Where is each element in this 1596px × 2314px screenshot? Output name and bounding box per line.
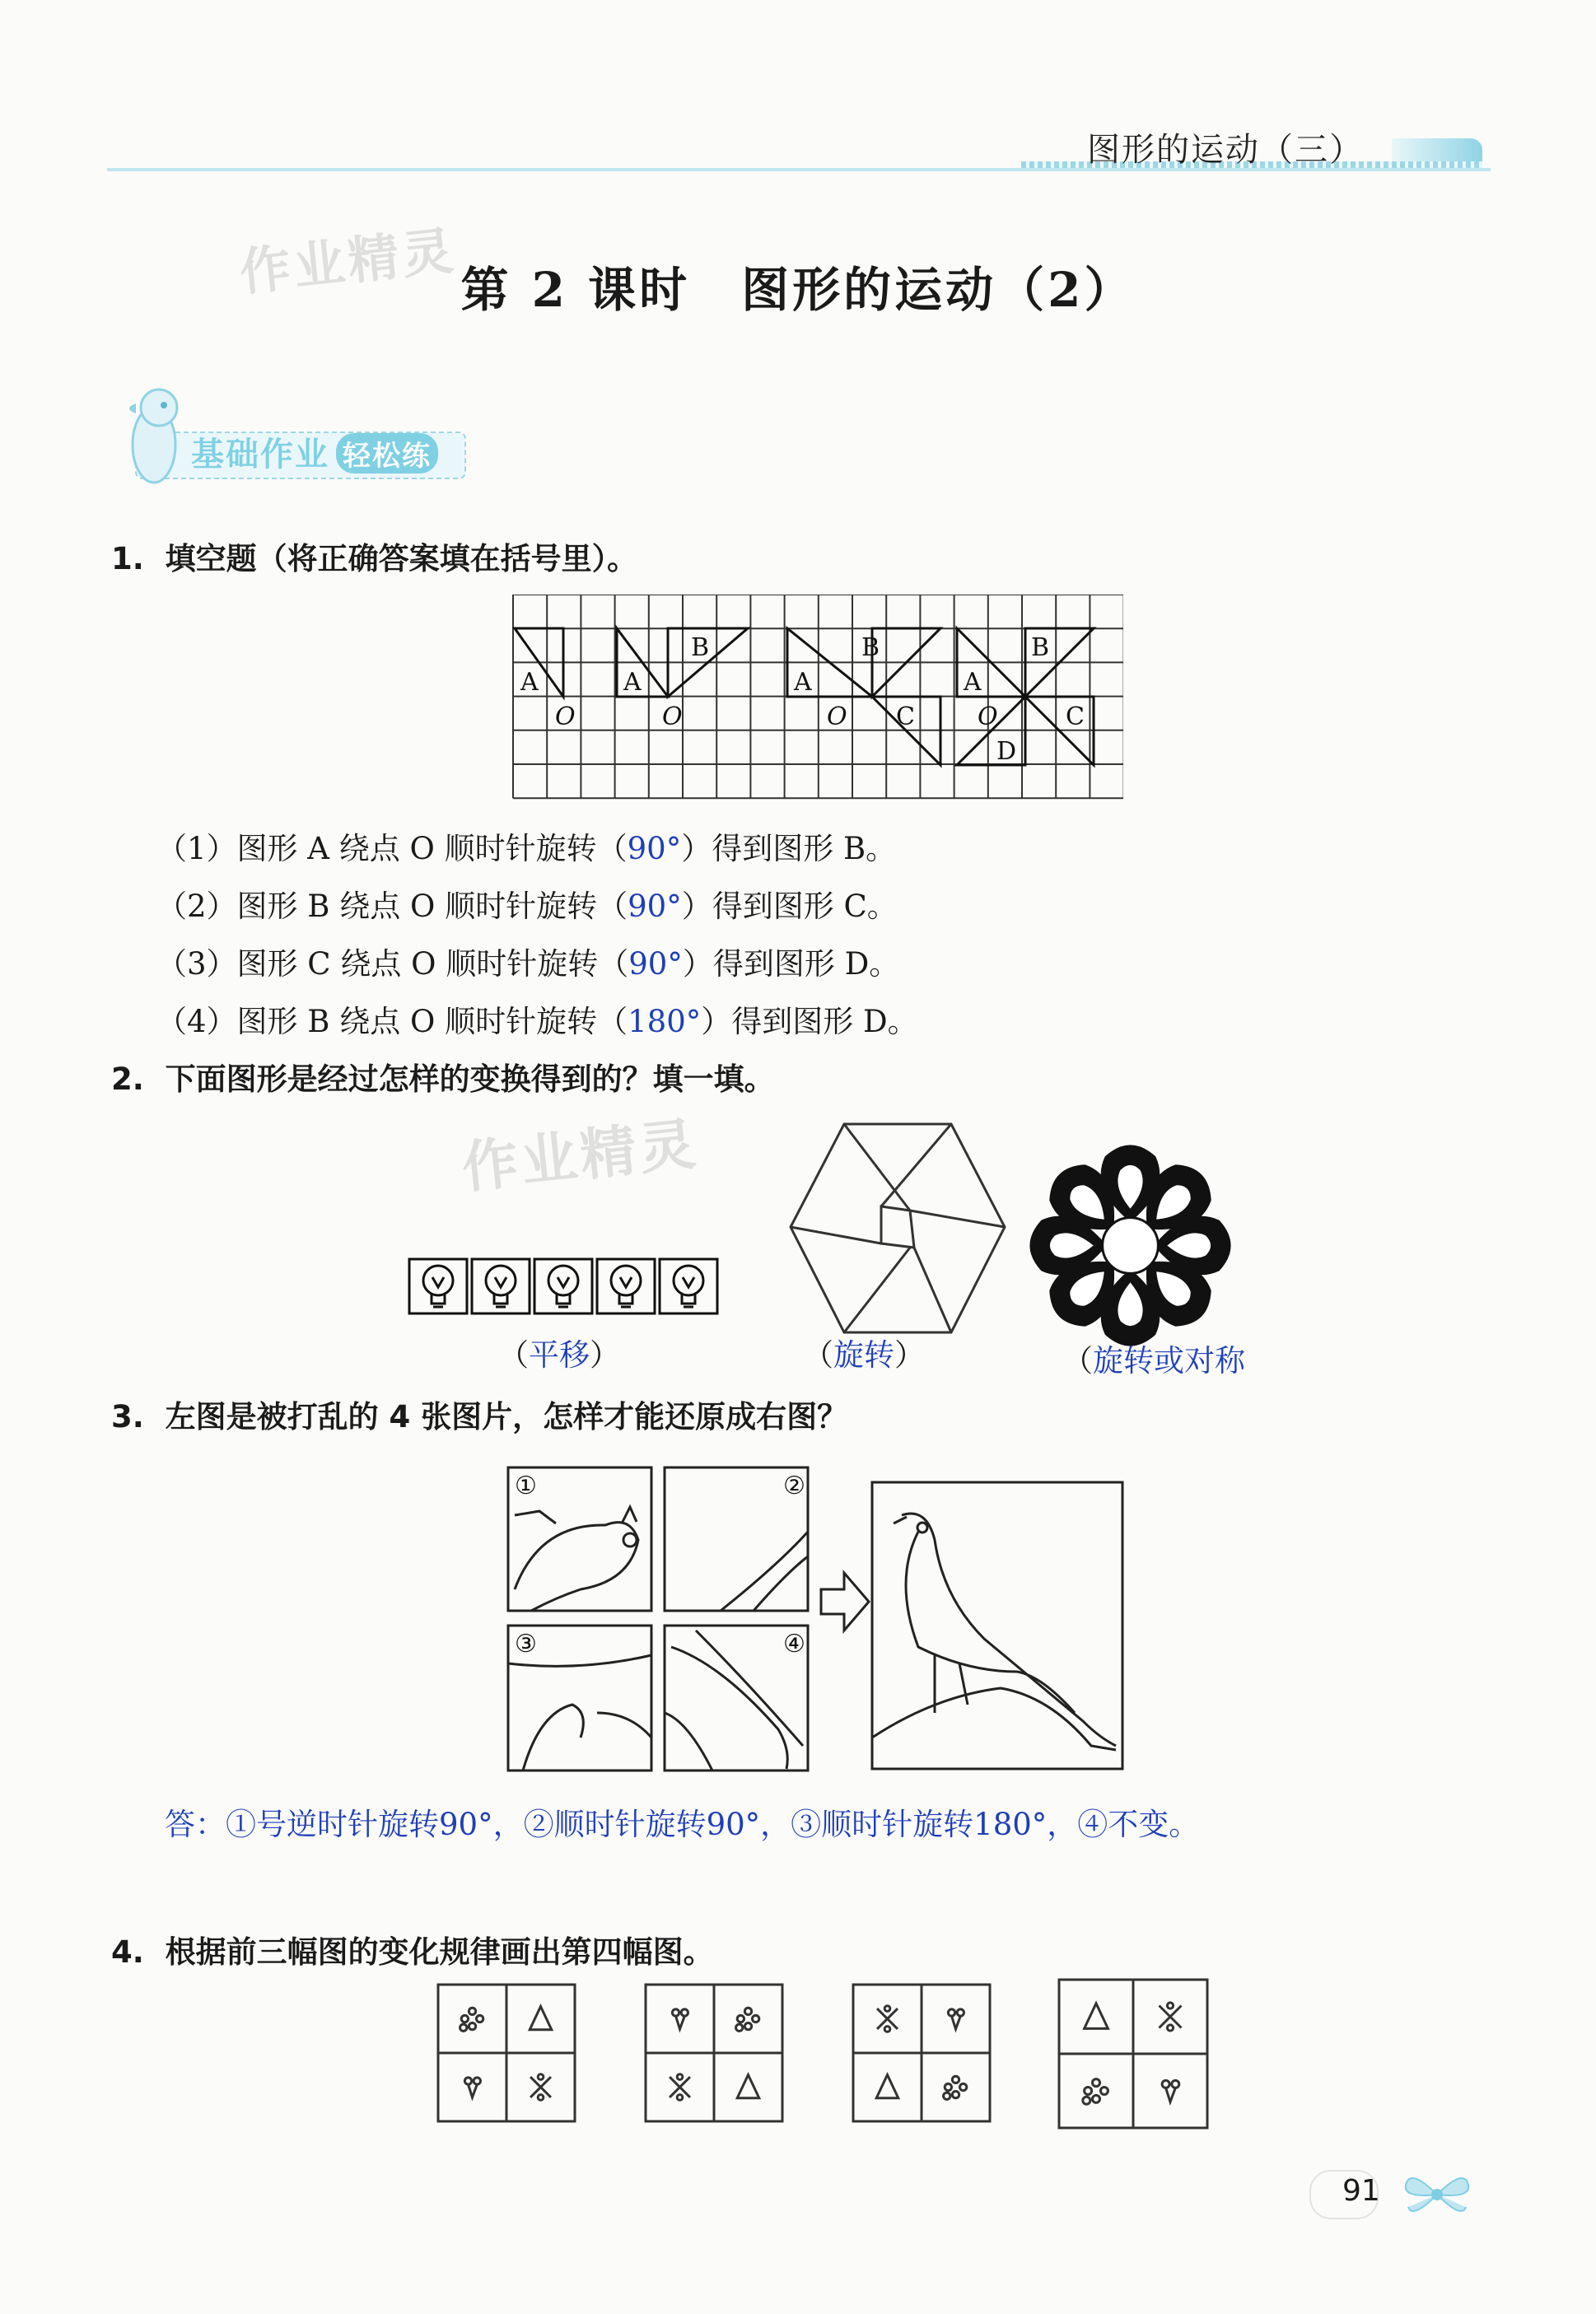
grid-label-a: A <box>520 668 539 697</box>
grid-label-o: O <box>827 702 847 731</box>
grid-label-a: A <box>964 668 982 697</box>
grid-label-o: O <box>555 702 576 731</box>
grid-label-d: D <box>996 737 1017 766</box>
q3-text: 左图是被打乱的 4 张图片，怎样才能还原成右图？ <box>165 1399 848 1435</box>
q2-number: 2. <box>111 1061 144 1097</box>
grid-label-c: C <box>1066 702 1085 731</box>
bird-puzzle-figure <box>506 1466 1124 1779</box>
q1-answer: 180° <box>628 1004 702 1039</box>
watermark: 作业精灵 <box>459 1112 702 1201</box>
rotation-grid-figure <box>512 595 1123 800</box>
grid-label-a: A <box>794 668 812 697</box>
q2-answer-1: （平移） <box>498 1337 620 1373</box>
flower-icon <box>1025 1141 1235 1351</box>
lightbulb-icon <box>472 1259 530 1313</box>
q3-heading <box>111 1392 847 1436</box>
tile-label: ② <box>783 1472 805 1500</box>
q1-heading <box>111 534 637 578</box>
section-badge-tag: 轻松练 <box>336 433 438 474</box>
q4-heading <box>111 1927 714 1971</box>
tile-label: ① <box>515 1472 537 1500</box>
q4-text: 根据前三幅图的变化规律画出第四幅图。 <box>165 1934 714 1970</box>
tile-label: ③ <box>515 1630 537 1659</box>
watermark: 作业精灵 <box>236 220 460 303</box>
tile-label: ④ <box>783 1630 805 1659</box>
lightbulb-row-icon <box>408 1257 721 1317</box>
grid-label-b: B <box>861 633 880 662</box>
section-badge-main: 基础作业 <box>191 436 329 474</box>
bow-icon <box>1400 2166 1474 2223</box>
pattern-box <box>438 1985 575 2121</box>
lightbulb-icon <box>534 1259 592 1313</box>
hexagon-pinwheel-icon <box>786 1120 1009 1338</box>
pattern-sequence-figure <box>436 1976 1211 2141</box>
q3-number: 3. <box>111 1399 144 1435</box>
pattern-box <box>646 1985 782 2121</box>
pattern-box <box>1059 1980 1207 2128</box>
header-tab-decor <box>1392 138 1482 161</box>
q1-number: 1. <box>111 541 144 576</box>
grid-label-b: B <box>1031 633 1050 662</box>
page-number: 91 <box>1342 2174 1380 2208</box>
q2-answer-2: （旋转） <box>803 1337 925 1373</box>
q1-item: （4）图形 B 绕点 O 顺时针旋转（180°）得到图形 D。 <box>156 1004 918 1039</box>
pattern-box <box>853 1985 990 2121</box>
q1-item: （2）图形 B 绕点 O 顺时针旋转（90°）得到图形 C。 <box>156 889 898 924</box>
grid-label-b: B <box>691 633 710 662</box>
lightbulb-icon <box>409 1259 467 1313</box>
q2-answer-3: （旋转或对称 <box>1062 1343 1245 1379</box>
grid-label-a: A <box>623 668 642 697</box>
lesson-title: 第 2 课时 图形的运动（2） <box>460 262 1136 318</box>
lightbulb-icon <box>660 1259 717 1313</box>
grid-label-c: C <box>896 702 915 731</box>
section-badge <box>191 428 438 475</box>
q3-answer: 答：①号逆时针旋转90°，②顺时针旋转90°，③顺时针旋转180°，④不变。 <box>165 1807 1200 1842</box>
q2-text: 下面图形是经过怎样的变换得到的？填一填。 <box>165 1061 775 1097</box>
q1-answer: 90° <box>628 889 682 924</box>
q4-number: 4. <box>111 1934 144 1970</box>
grid-label-o: O <box>662 702 683 731</box>
q1-item: （1）图形 A 绕点 O 顺时针旋转（90°）得到图形 B。 <box>156 831 897 866</box>
lightbulb-icon <box>597 1259 655 1313</box>
q1-item: （3）图形 C 绕点 O 顺时针旋转（90°）得到图形 D。 <box>156 946 900 982</box>
q1-answer: 90° <box>627 831 682 866</box>
chapter-title: 图形的运动（三） <box>1087 131 1364 169</box>
q1-answer: 90° <box>628 946 683 982</box>
grid-label-o: O <box>978 702 998 731</box>
q2-heading <box>111 1054 775 1099</box>
q1-text: 填空题（将正确答案填在括号里）。 <box>165 541 638 576</box>
